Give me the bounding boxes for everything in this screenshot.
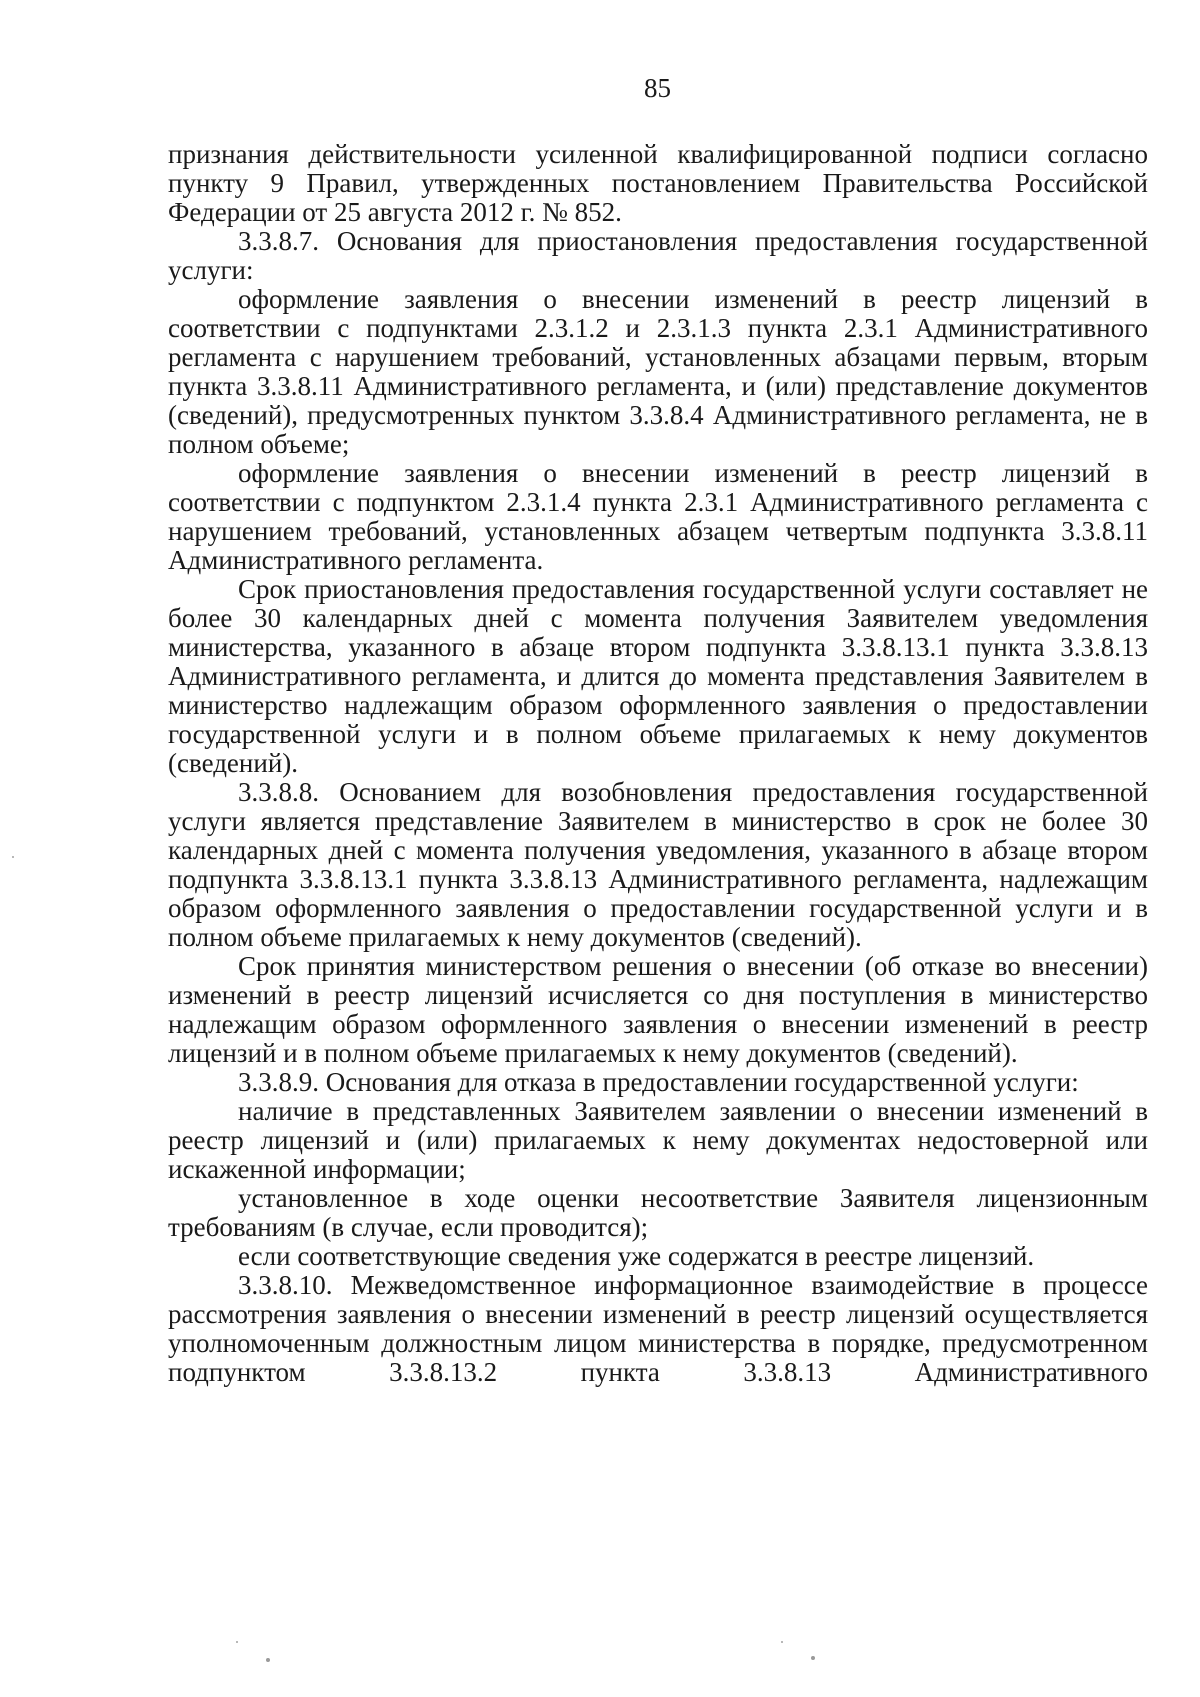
scan-speck	[12, 856, 14, 858]
paragraph-refusal-grounds-heading: 3.3.8.9. Основания для отказа в предоставлении государственной услуги:	[238, 1067, 1079, 1097]
page-number: 85	[644, 73, 671, 103]
paragraph-refusal-ground-1: наличие в представленных Заявителем заявлении о внесении изменений в реестр лицензий и (или) прилагаемых к нему документах недостоверной или искаженной информации;	[168, 1096, 1148, 1184]
paragraph-refusal-ground-3: если соответствующие сведения уже содержатся в реестре лицензий.	[238, 1241, 1035, 1271]
paragraph-interagency-interaction: 3.3.8.10. Межведомственное информационное взаимодействие в процессе рассмотрения заявления о внесении изменений в реестр лицензий осуществляется уполномоченным должностным лицом министерства в порядке, предусмотренном подпунктом 3.3.8.13.2 пункта 3.3.8.13 Административного	[168, 1270, 1148, 1387]
paragraph-signature-validity: признания действительности усиленной квалифицированной подписи согласно пункту 9 Правил, утвержденных постановлением Правительства Российской Федерации от 25 августа 2012 г. № 852.	[168, 139, 1148, 227]
scan-speck	[811, 1656, 815, 1660]
scan-speck	[781, 1641, 783, 1643]
paragraph-suspension-ground-2: оформление заявления о внесении изменений в реестр лицензий в соответствии с подпунктом 2.3.1.4 пункта 2.3.1 Административного регламента с нарушением требований, установленных абзацем четвертым подпункта 3.3.8.11 Административного регламента.	[168, 458, 1148, 575]
paragraph-refusal-ground-2: установленное в ходе оценки несоответствие Заявителя лицензионным требованиям (в случае, если проводится);	[168, 1183, 1148, 1242]
scan-speck	[236, 1641, 238, 1643]
paragraph-suspension-ground-1: оформление заявления о внесении изменений в реестр лицензий в соответствии с подпунктами 2.3.1.2 и 2.3.1.3 пункта 2.3.1 Административного регламента с нарушением требований, установленных абзацами первым, вторым пункта 3.3.8.11 Административного регламента, и (или) представление документов (сведений), предусмотренных пунктом 3.3.8.4 Административного регламента, не в полном объеме;	[168, 284, 1148, 459]
scan-speck	[266, 1658, 270, 1662]
document-body	[168, 140, 1148, 1387]
paragraph-suspension-grounds-heading: 3.3.8.7. Основания для приостановления предоставления государственной услуги:	[168, 226, 1148, 285]
paragraph-suspension-period: Срок приостановления предоставления государственной услуги составляет не более 30 календарных дней с момента получения Заявителем уведомления министерства, указанного в абзаце втором подпункта 3.3.8.13.1 пункта 3.3.8.13 Административного регламента, и длится до момента представления Заявителем в министерство надлежащим образом оформленного заявления о предоставлении государственной услуги и в полном объеме прилагаемых к нему документов (сведений).	[168, 574, 1148, 778]
paragraph-decision-period: Срок принятия министерством решения о внесении (об отказе во внесении) изменений в реестр лицензий исчисляется со дня поступления в министерство надлежащим образом оформленного заявления о внесении изменений в реестр лицензий и в полном объеме прилагаемых к нему документов (сведений).	[168, 951, 1148, 1068]
paragraph-resumption-grounds: 3.3.8.8. Основанием для возобновления предоставления государственной услуги является представление Заявителем в министерство в срок не более 30 календарных дней с момента получения уведомления, указанного в абзаце втором подпункта 3.3.8.13.1 пункта 3.3.8.13 Административного регламента, надлежащим образом оформленного заявления о предоставлении государственной услуги и в полном объеме прилагаемых к нему документов (сведений).	[168, 777, 1148, 952]
